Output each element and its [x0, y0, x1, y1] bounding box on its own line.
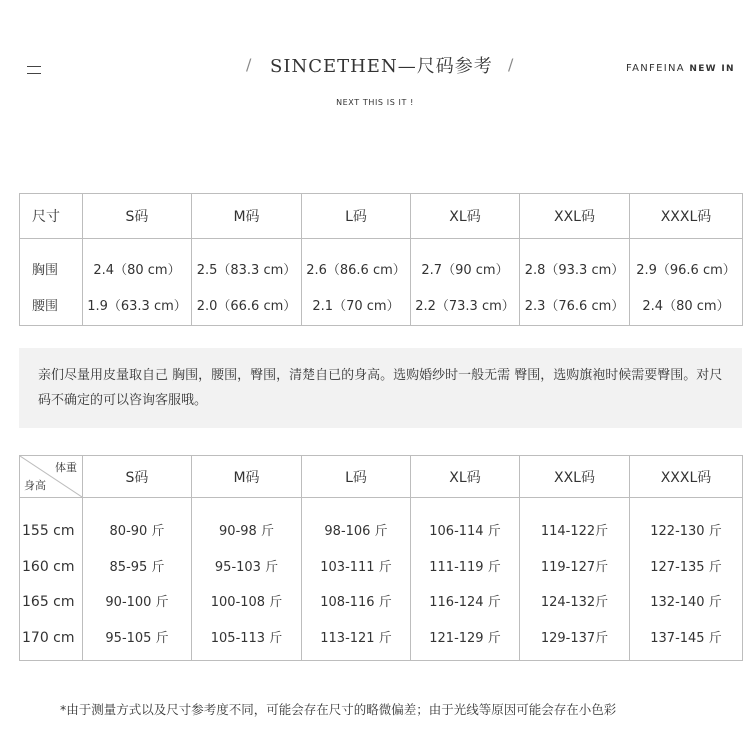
footnote: *由于测量方式以及尺寸参考度不同，可能会存在尺寸的略微偏差；由于光线等原因可能会存在小色彩 — [60, 702, 617, 717]
chest-value: 2.5（83.3 cm） — [196, 263, 297, 278]
corner-height-label: 身高 — [24, 479, 46, 492]
height-labels — [20, 498, 83, 661]
chest-value: 2.4（80 cm） — [93, 263, 181, 278]
weight-range: 124-132斤 — [540, 595, 609, 610]
weight-range: 121-129 斤 — [429, 630, 501, 646]
weight-range: 85-95 斤 — [109, 559, 165, 575]
size-header-xxl: XXL码 — [520, 194, 630, 239]
weight-header-m: M码 — [192, 456, 302, 498]
weight-header-xl: XL码 — [411, 456, 520, 498]
weight-col-xxl — [520, 498, 630, 661]
waist-value: 2.1（70 cm） — [312, 299, 400, 314]
weight-range: 106-114 斤 — [429, 524, 501, 539]
weight-header-s: S码 — [83, 456, 192, 498]
subtitle: NEXT THIS IS IT ! — [336, 98, 414, 107]
weight-col-m — [192, 498, 302, 661]
weight-range: 116-124 斤 — [429, 595, 501, 610]
weight-table — [19, 455, 743, 661]
measure-labels — [20, 239, 83, 326]
weight-table-header — [20, 456, 743, 498]
weight-range: 100-108 斤 — [210, 595, 283, 610]
corner-weight-label: 体重 — [55, 461, 77, 474]
size-header-xxxl: XXXL码 — [630, 194, 743, 239]
label-waist: 腰围 — [32, 299, 59, 314]
size-cell-xxl — [520, 239, 630, 326]
weight-range: 95-103 斤 — [214, 559, 279, 575]
waist-value: 2.3（76.6 cm） — [524, 299, 625, 314]
brand-name: FANFEINA — [626, 63, 685, 74]
weight-col-l — [302, 498, 411, 661]
brand-tag: NEW IN — [689, 64, 735, 74]
label-chest: 胸围 — [32, 263, 59, 278]
height-label: 160 cm — [22, 558, 75, 575]
weight-col-xl — [411, 498, 520, 661]
weight-height-corner — [20, 456, 83, 498]
weight-header-xxl: XXL码 — [520, 456, 630, 498]
page-title: SINCETHEN—尺码参考 — [270, 56, 493, 77]
weight-range: 103-111 斤 — [320, 559, 392, 575]
menu-icon-line-bottom — [27, 73, 41, 74]
menu-icon-line-top — [27, 66, 41, 67]
weight-range: 113-121 斤 — [320, 630, 392, 646]
weight-range: 129-137斤 — [540, 630, 609, 646]
chest-value: 2.7（90 cm） — [421, 263, 509, 278]
weight-range: 119-127斤 — [540, 559, 609, 575]
chest-value: 2.8（93.3 cm） — [524, 263, 625, 278]
weight-range: 98-106 斤 — [324, 524, 388, 539]
size-cell-l — [302, 239, 411, 326]
weight-range: 114-122斤 — [540, 524, 609, 539]
weight-range: 108-116 斤 — [320, 595, 392, 610]
size-header-s: S码 — [83, 194, 192, 239]
weight-header-xxxl: XXXL码 — [630, 456, 743, 498]
height-label: 165 cm — [22, 594, 75, 610]
waist-value: 2.2（73.3 cm） — [415, 299, 515, 314]
weight-table-body — [20, 498, 743, 661]
size-header-label: 尺寸 — [20, 194, 83, 239]
waist-value: 2.4（80 cm） — [642, 299, 730, 314]
weight-range: 105-113 斤 — [210, 630, 283, 646]
title-slash-left: / — [246, 55, 252, 74]
weight-range: 137-145 斤 — [650, 630, 722, 646]
waist-value: 1.9（63.3 cm） — [87, 299, 187, 314]
size-header-l: L码 — [302, 194, 411, 239]
size-table — [19, 193, 743, 326]
weight-range: 80-90 斤 — [109, 524, 165, 539]
menu-icon[interactable] — [27, 66, 41, 75]
measurement-note: 亲们尽量用皮量取自己 胸围，腰围，臀围，清楚自已的身高。选购婚纱时一般无需 臀围，选购旗袍时候需要臀围。对尺码不确定的可以咨询客服哦。 — [19, 348, 742, 428]
size-table-header — [20, 194, 743, 239]
chest-value: 2.9（96.6 cm） — [636, 263, 736, 278]
height-label: 155 cm — [22, 523, 75, 539]
size-cell-m — [192, 239, 302, 326]
size-cell-xxxl — [630, 239, 743, 326]
brand-right — [626, 63, 735, 74]
waist-value: 2.0（66.6 cm） — [196, 299, 297, 314]
size-header-m: M码 — [192, 194, 302, 239]
size-header-xl: XL码 — [411, 194, 520, 239]
weight-range: 95-105 斤 — [105, 630, 169, 646]
weight-header-l: L码 — [302, 456, 411, 498]
chest-value: 2.6（86.6 cm） — [306, 263, 406, 278]
weight-col-xxxl — [630, 498, 743, 661]
height-label: 170 cm — [22, 629, 75, 646]
weight-col-s — [83, 498, 192, 661]
weight-range: 122-130 斤 — [650, 524, 722, 539]
weight-range: 111-119 斤 — [429, 559, 501, 575]
size-table-body — [20, 239, 743, 326]
weight-range: 127-135 斤 — [650, 559, 722, 575]
size-cell-s — [83, 239, 192, 326]
weight-range: 90-98 斤 — [219, 524, 274, 539]
title-slash-right: / — [508, 55, 514, 74]
size-cell-xl — [411, 239, 520, 326]
weight-range: 90-100 斤 — [105, 595, 169, 610]
weight-range: 132-140 斤 — [650, 595, 722, 610]
